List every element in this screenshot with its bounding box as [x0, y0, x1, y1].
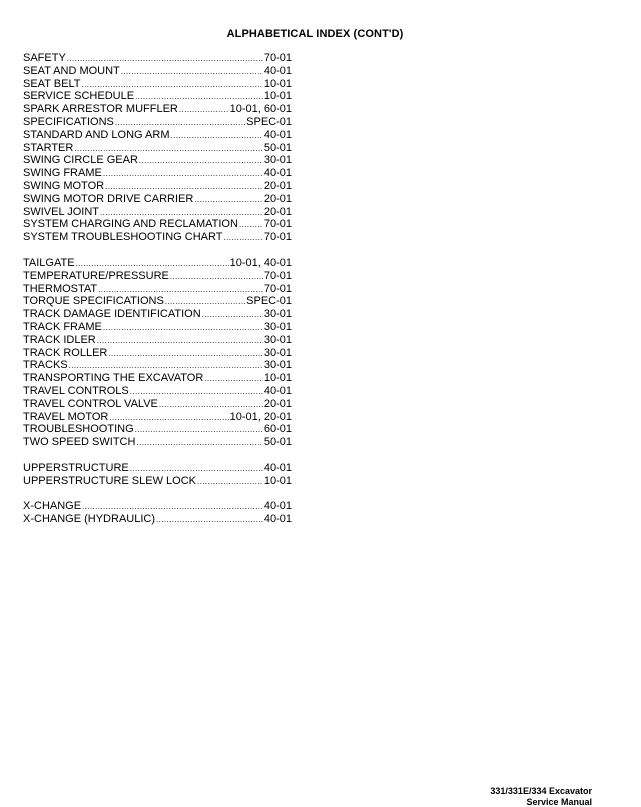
index-entry-page: 10-01: [263, 372, 292, 385]
index-entry: [23, 90, 292, 103]
index-entry-term: STARTER: [23, 141, 74, 154]
index-entry-page: 10-01: [263, 77, 292, 90]
index-entry: [23, 462, 292, 475]
index-entry-page: 10-01: [263, 474, 292, 487]
dot-leader: [121, 66, 263, 79]
index-entry: [23, 231, 292, 244]
index-entry-term: TRANSPORTING THE EXCAVATOR: [23, 372, 204, 385]
index-entry-page: 30-01: [263, 154, 292, 167]
dot-leader: [204, 373, 263, 386]
index-entry-term: TRACK IDLER: [23, 333, 96, 346]
footer-subtitle: Service Manual: [526, 797, 592, 807]
dot-leader: [103, 322, 263, 335]
index-entry: [23, 65, 292, 78]
index-entry: [23, 411, 292, 424]
index-entry-page: 40-01: [263, 500, 292, 512]
index-entry: [23, 398, 292, 411]
index-entry-page: 30-01: [263, 346, 292, 359]
dot-leader: [135, 424, 263, 437]
index-entry-term: TROUBLESHOOTING: [23, 423, 134, 436]
index-entry-page: 40-01: [263, 462, 292, 474]
index-entry-term: SERVICE SCHEDULE: [23, 90, 135, 103]
index-entry-page: 10-01, 20-01: [229, 410, 292, 423]
index-entry-page: 70-01: [263, 269, 292, 282]
dot-leader: [194, 194, 263, 207]
index-entry: [23, 385, 292, 398]
index-entry-term: TRACK ROLLER: [23, 346, 108, 359]
index-entry: [23, 257, 292, 270]
index-entry-page: 40-01: [263, 128, 292, 141]
index-entry-page: 20-01: [263, 192, 292, 205]
index-entry-term: SWIVEL JOINT: [23, 205, 99, 218]
dot-leader: [202, 309, 263, 322]
index-entry: [23, 423, 292, 436]
index-entry-page: 30-01: [263, 359, 292, 372]
index-group-s: [23, 52, 292, 244]
index-entry: [23, 513, 292, 526]
index-entry-term: SEAT BELT: [23, 77, 81, 90]
dot-leader: [170, 271, 263, 284]
index-entry: [23, 334, 292, 347]
index-entry-term: TRAVEL CONTROLS: [23, 384, 129, 397]
index-entry-page: 30-01: [263, 320, 292, 333]
index-entry-term: SEAT AND MOUNT: [23, 64, 120, 77]
index-entry: [23, 347, 292, 360]
dot-leader: [108, 348, 263, 361]
dot-leader: [139, 155, 263, 168]
index-entry: [23, 180, 292, 193]
index-entry-term: TRACK DAMAGE IDENTIFICATION: [23, 308, 201, 321]
dot-leader: [197, 476, 263, 489]
index-entry-term: SWING MOTOR: [23, 179, 105, 192]
index-entry: [23, 475, 292, 488]
index-entry: [23, 308, 292, 321]
index-entry-page: 30-01: [263, 308, 292, 321]
dot-leader: [156, 514, 263, 527]
index-entry-term: SPECIFICATIONS: [23, 115, 114, 128]
index-entry-page: 30-01: [263, 333, 292, 346]
page-title: ALPHABETICAL INDEX (CONT'D): [226, 28, 404, 40]
index-entry: [23, 283, 292, 296]
index-entry: [23, 78, 292, 91]
index-entry-term: STANDARD AND LONG ARM: [23, 128, 170, 141]
index-entry-term: TRACK FRAME: [23, 320, 102, 333]
index-entry-term: SWING CIRCLE GEAR: [23, 154, 138, 167]
index-entry-term: X-CHANGE (HYDRAULIC): [23, 512, 156, 525]
index-entry-page: 70-01: [263, 52, 292, 64]
dot-leader: [103, 168, 263, 181]
index-entry: [23, 129, 292, 142]
index-entry: [23, 116, 292, 129]
index-entry: [23, 193, 292, 206]
index-entry-term: SWING MOTOR DRIVE CARRIER: [23, 192, 194, 205]
index-entry-page: 20-01: [263, 397, 292, 410]
index-entry-term: SPARK ARRESTOR MUFFLER: [23, 103, 178, 116]
index-entry: [23, 436, 292, 449]
footer-title: 331/331E/334 Excavator: [490, 786, 592, 796]
index-entry: [23, 206, 292, 219]
index-entry-term: SAFETY: [23, 52, 66, 64]
index-entry-term: TRAVEL MOTOR: [23, 410, 109, 423]
index-entry-page: 20-01: [263, 179, 292, 192]
index-entry: [23, 270, 292, 283]
index-entry-term: SYSTEM CHARGING AND RECLAMATION: [23, 218, 238, 231]
index-group-t: [23, 257, 292, 449]
index-entry: [23, 218, 292, 231]
index-entry-term: UPPERSTRUCTURE SLEW LOCK: [23, 474, 196, 487]
index-entry: [23, 372, 292, 385]
index-entry-term: THERMOSTAT: [23, 282, 98, 295]
index-entry-page: 70-01: [263, 231, 292, 244]
index-entry-term: X-CHANGE: [23, 500, 82, 512]
dot-leader: [136, 437, 262, 450]
dot-leader: [179, 104, 229, 117]
index-entry-page: 60-01: [263, 423, 292, 436]
dot-leader: [171, 130, 263, 143]
index-entry-page: 40-01: [263, 512, 292, 525]
index-group-u: [23, 462, 292, 488]
index-entry-page: SPEC-01: [246, 295, 292, 308]
index-entry-page: 10-01: [263, 90, 292, 103]
index-entry-term: SWING FRAME: [23, 167, 102, 180]
index-entry: [23, 500, 292, 513]
dot-leader: [97, 335, 263, 348]
index-entry-page: 40-01: [263, 167, 292, 180]
index-entry: [23, 154, 292, 167]
index-group-x: [23, 500, 292, 526]
dot-leader: [239, 219, 263, 232]
index-entry-page: 70-01: [263, 282, 292, 295]
index-entry-page: 50-01: [263, 141, 292, 154]
index-entry-term: TORQUE SPECIFICATIONS: [23, 295, 164, 308]
index-entry-page: 10-01, 60-01: [229, 103, 292, 116]
index-entry-term: TEMPERATURE/PRESSURE: [23, 269, 169, 282]
index-entry: [23, 103, 292, 116]
index-entry: [23, 167, 292, 180]
index-entry: [23, 321, 292, 334]
index-entry: [23, 295, 292, 308]
index-entry-term: SYSTEM TROUBLESHOOTING CHART: [23, 231, 223, 244]
index-entry: [23, 142, 292, 155]
index-entry-term: TWO SPEED SWITCH: [23, 436, 136, 449]
index-entry-page: 70-01: [263, 218, 292, 231]
index-entry-page: 10-01, 40-01: [229, 257, 292, 269]
index-entry: [23, 52, 292, 65]
index-entry: [23, 359, 292, 372]
index-entry-term: TRACKS: [23, 359, 68, 372]
index-entry-page: 20-01: [263, 205, 292, 218]
dot-leader: [223, 232, 262, 245]
index-entry-term: UPPERSTRUCTURE: [23, 462, 129, 474]
index-entry-page: 40-01: [263, 64, 292, 77]
index-entry-term: TRAVEL CONTROL VALVE: [23, 397, 158, 410]
index-entry-page: 40-01: [263, 384, 292, 397]
index-entry-page: SPEC-01: [246, 115, 292, 128]
index-entry-page: 50-01: [263, 436, 292, 449]
index-entry-term: TAILGATE: [23, 257, 75, 269]
